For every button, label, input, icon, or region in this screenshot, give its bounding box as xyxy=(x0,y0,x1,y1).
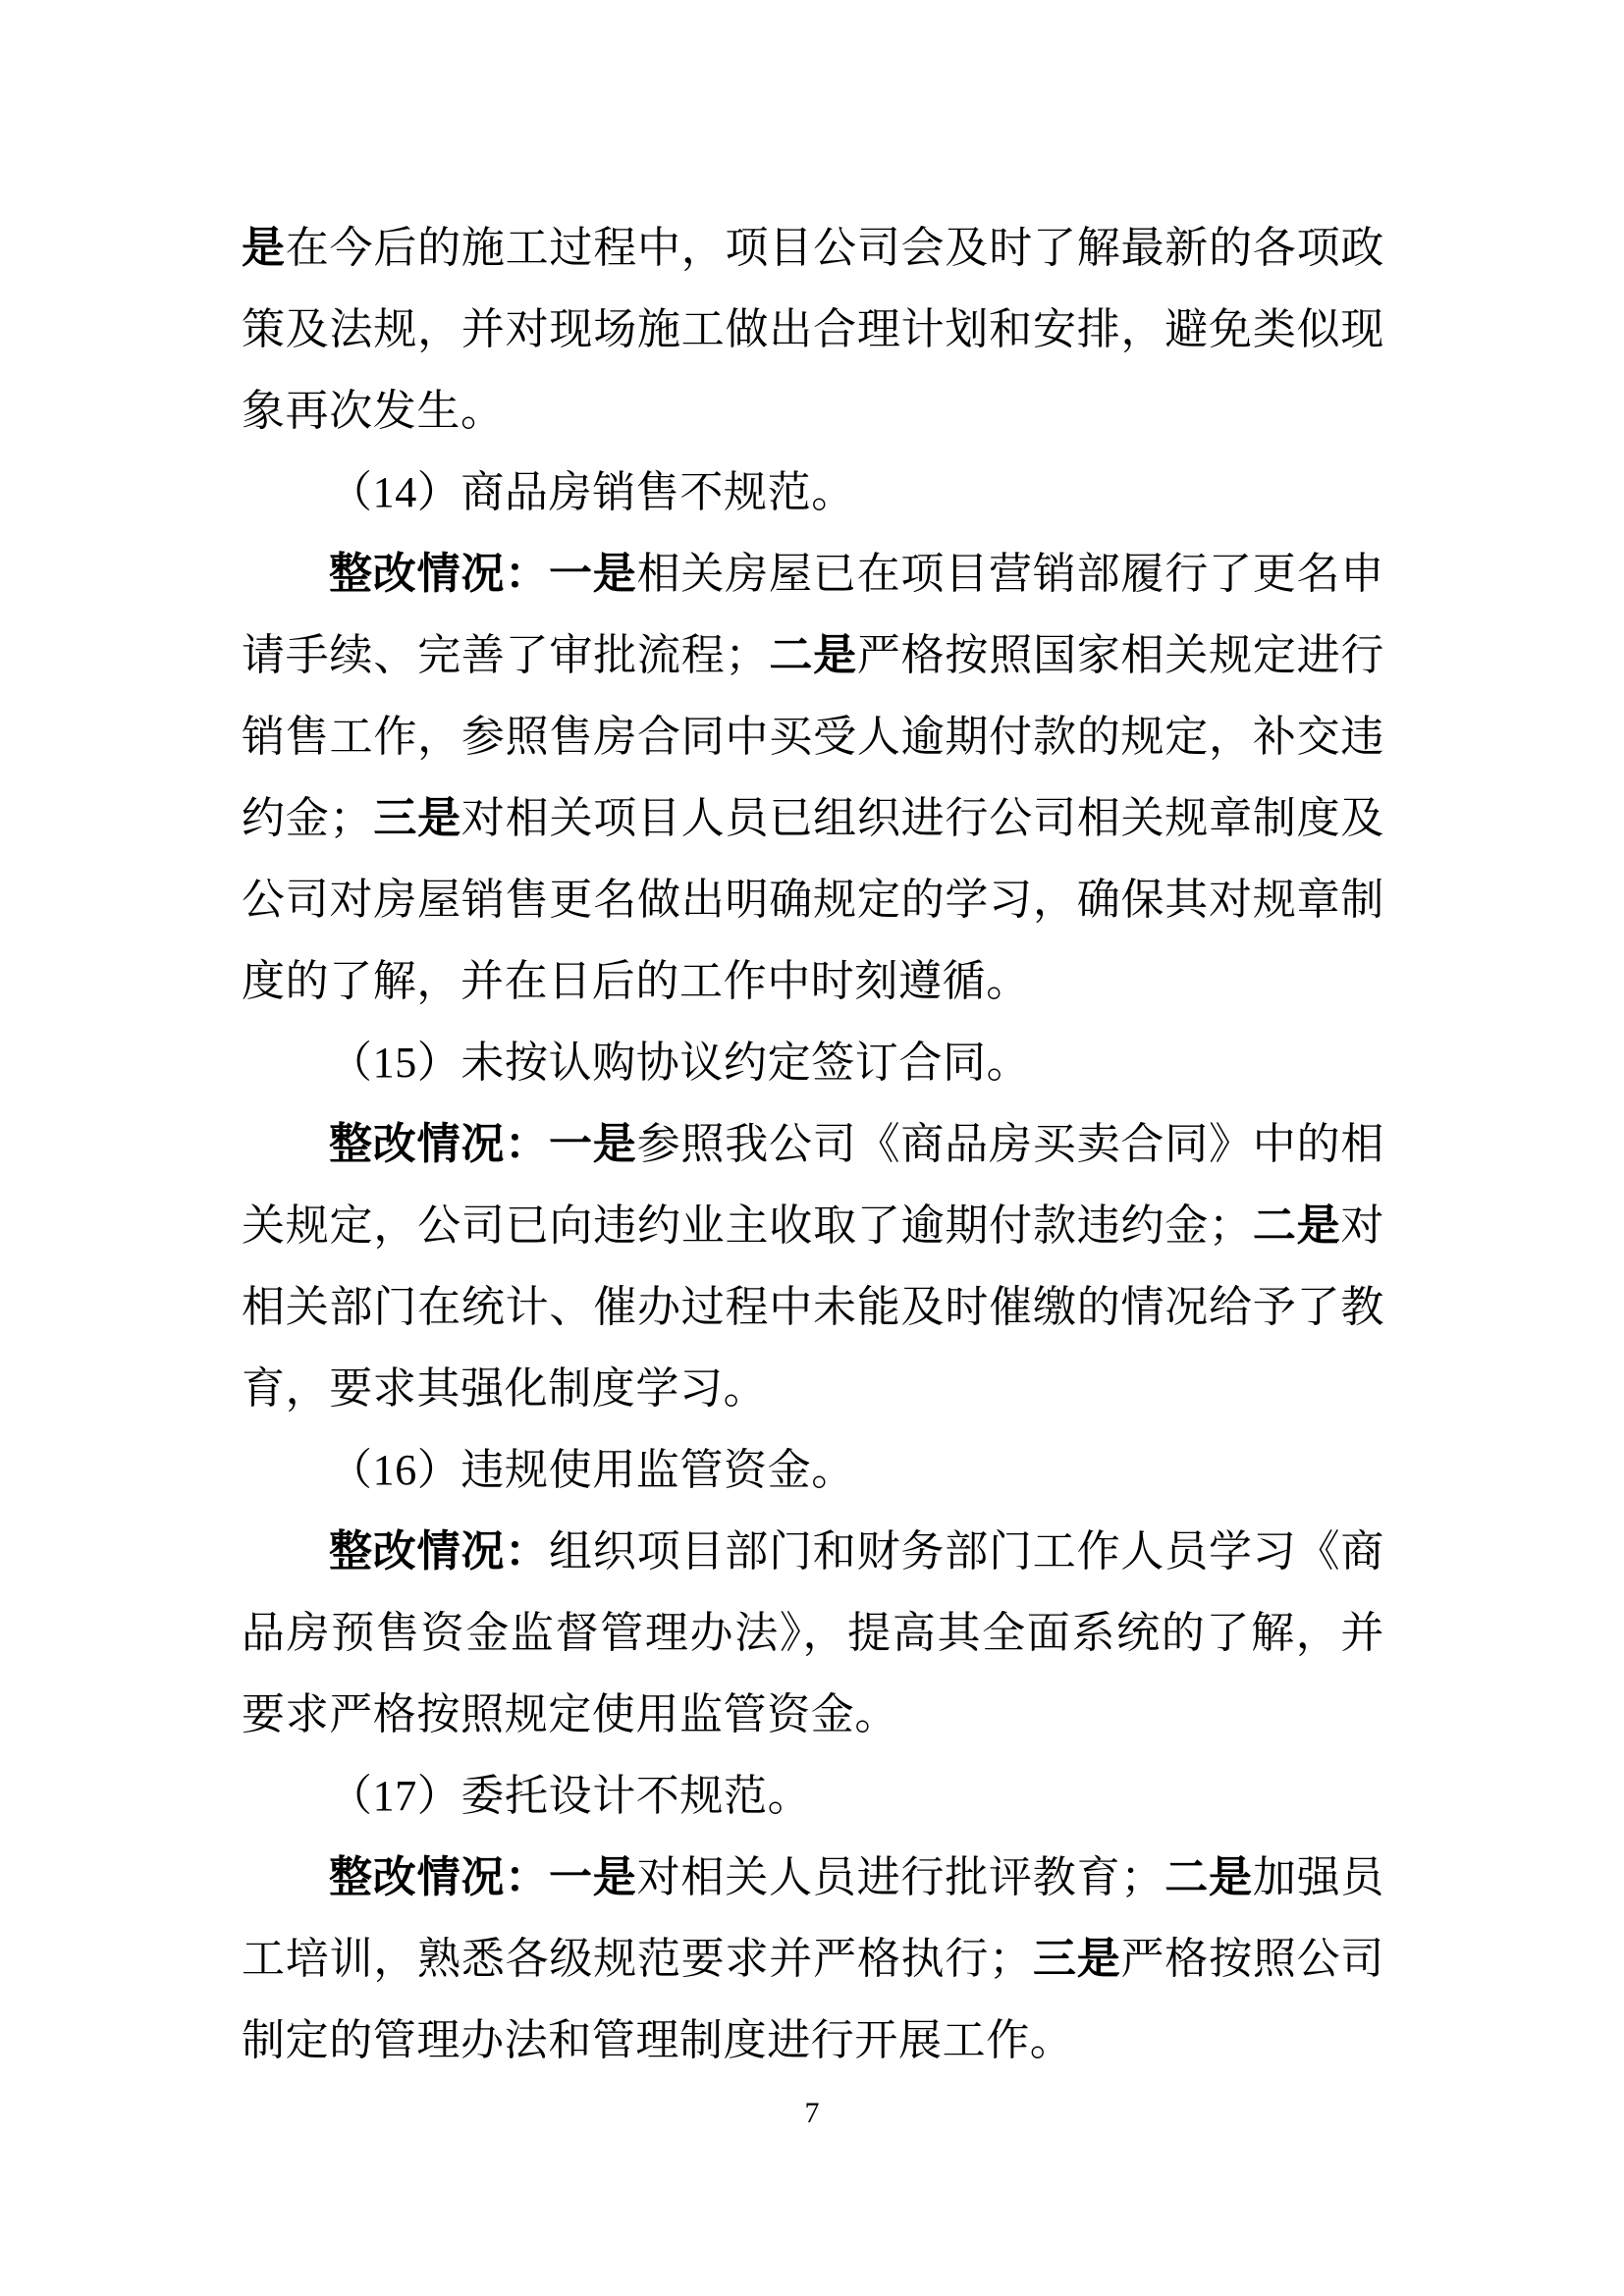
text-segment-bold: 三是 xyxy=(1032,1935,1121,1983)
paragraph xyxy=(242,1022,1384,1103)
text-segment: 严格按照国家相关规定进行销售工作，参照售房合同中买受人逾期付款的规定，补交违约金； xyxy=(242,631,1385,842)
paragraph xyxy=(242,1511,1384,1755)
text-segment: （15）未按认购协议约定签订合同。 xyxy=(329,1039,1031,1087)
paragraph xyxy=(242,1837,1384,2081)
text-segment-bold: 是 xyxy=(242,224,286,272)
text-segment-bold: 一是 xyxy=(549,1853,637,1901)
page-number: 7 xyxy=(804,2097,820,2129)
paragraph xyxy=(242,207,1384,452)
text-segment-bold: 一是 xyxy=(549,550,637,598)
text-segment: 对相关人员进行批评教育； xyxy=(636,1853,1164,1901)
text-segment: （14）商品房销售不规范。 xyxy=(329,468,855,516)
text-segment-bold: 整改情况： xyxy=(329,1853,549,1901)
paragraph xyxy=(242,452,1384,533)
paragraph xyxy=(242,533,1384,1022)
text-segment: 组织项目部门和财务部门工作人员学习《商品房预售资金监督管理办法》，提高其全面系统的了解，并要求严格按照规定使用监管资金。 xyxy=(242,1527,1384,1738)
text-segment-bold: 三是 xyxy=(373,794,461,842)
paragraph xyxy=(242,1103,1384,1429)
text-segment: （16）违规使用监管资金。 xyxy=(329,1446,855,1494)
text-segment-bold: 二是 xyxy=(769,631,857,679)
text-segment: 严格按照公司制定的管理办法和管理制度进行开展工作。 xyxy=(242,1935,1384,2064)
text-segment-bold: 整改情况： xyxy=(329,1527,549,1575)
text-segment: 在今后的施工过程中，项目公司会及时了解最新的各项政策及法规，并对现场施工做出合理计划和安排，避免类似现象再次发生。 xyxy=(242,224,1384,435)
paragraph xyxy=(242,1429,1384,1511)
text-segment: 相关房屋已在项目营销部履行了更名申请手续、完善了审批流程； xyxy=(242,550,1385,679)
text-segment: （17）委托设计不规范。 xyxy=(329,1772,812,1820)
text-segment-bold: 一是 xyxy=(549,1120,637,1168)
text-segment-bold: 整改情况： xyxy=(329,1120,549,1168)
text-segment-bold: 二是 xyxy=(1164,1853,1253,1901)
text-segment: 对相关部门在统计、催办过程中未能及时催缴的情况给予了教育，要求其强化制度学习。 xyxy=(242,1201,1384,1413)
text-segment: 加强员工培训，熟悉各级规范要求并严格执行； xyxy=(242,1853,1385,1983)
text-segment-bold: 二是 xyxy=(1252,1201,1341,1250)
text-segment: 参照我公司《商品房买卖合同》中的相关规定，公司已向违约业主收取了逾期付款违约金； xyxy=(242,1120,1385,1250)
page-footer xyxy=(0,2094,1624,2133)
paragraph xyxy=(242,1755,1384,1837)
text-segment-bold: 整改情况： xyxy=(329,550,549,598)
document-body xyxy=(242,207,1384,2081)
text-segment: 对相关项目人员已组织进行公司相关规章制度及公司对房屋销售更名做出明确规定的学习，确保其对规章制度的了解，并在日后的工作中时刻遵循。 xyxy=(242,794,1384,1005)
